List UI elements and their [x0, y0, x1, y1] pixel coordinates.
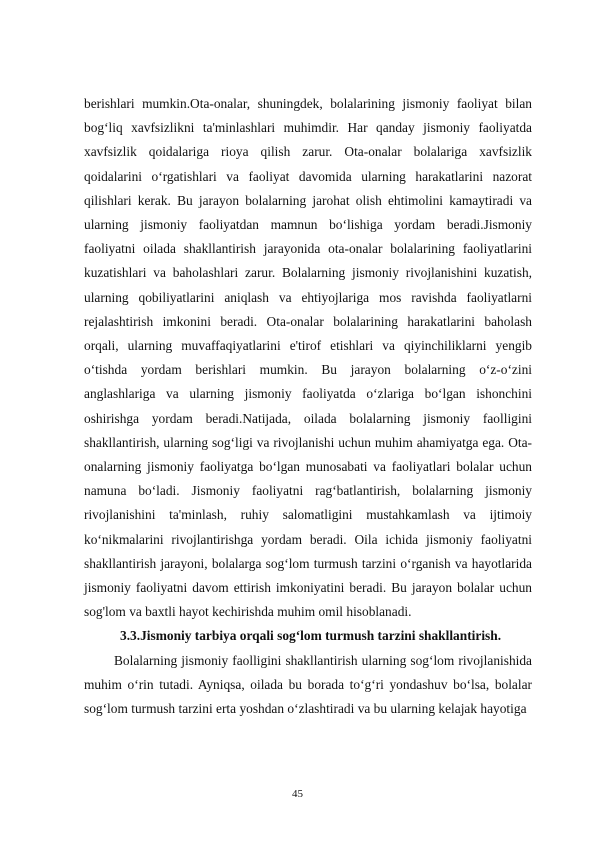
- section-heading: 3.3.Jismoniy tarbiya orqali sog‘lom turmush tarzini shakllantirish.: [120, 628, 502, 644]
- body-paragraph-after-heading: Bolalarning jismoniy faolligini shakllantirish ularning sog‘lom rivojlanishida muhim o‘rin tutadi. Ayniqsa, oilada bu borada to‘g‘ri yondashuv bo‘lsa, bolalar sog‘lom turmush tarzini erta yoshdan o‘zlashtiradi va bu ularning kelajak hayotiga: [84, 652, 532, 717]
- page-number: 45: [292, 788, 303, 800]
- body-paragraph: berishlari mumkin.Ota-onalar, shuningdek, bolalarining jismoniy faoliyat bilan bog‘liq xavfsizlikni ta'minlashlari muhimdir. Har qanday jismoniy faoliyatda xavfsizlik qoidalariga rioya qilish zarur. Ota-onalar bolalariga xavfsizlik qoidalarini o‘rgatishlari va faoliyat davomida ularning harakatlarini nazorat qilishlari kerak. Bu jarayon bolalarning jarohat olish ehtimolini kamaytiradi va ularning jismoniy faoliyatdan mamnun bo‘lishiga yordam beradi.Jismoniy faoliyatni oilada shakllantirish jarayonida ota-onalar bolalarining faoliyatlarini kuzatishlari va baholashlari zarur. Bolalarning jismoniy rivojlanishini kuzatish, ularning qobiliyatlarini aniqlash va ehtiyojlariga mos ravishda faoliyatlarni rejalashtirish imkonini beradi. Ota-onalar bolalarining harakatlarini baholash orqali, ularning muvaffaqiyatlarini e'tirof etishlari va qiyinchiliklarni yengib o‘tishda yordam berishlari mumkin. Bu jarayon bolalarning o‘z-o‘zini anglashlariga va ularning jismoniy faoliyatda o‘zlariga bo‘lgan ishonchini oshirishga yordam beradi.Natijada, oilada bolalarning jismoniy faolligini shakllantirish, ularning sog‘ligi va rivojlanishi uchun muhim ahamiyatga ega. Ota-onalarning jismoniy faoliyatga bo‘lgan munosabati va faoliyatlari bolalar uchun namuna bo‘ladi. Jismoniy faoliyatni rag‘batlantirish, bolalarning jismoniy rivojlanishini ta'minlash, ruhiy salomatligini mustahkamlash va ijtimoiy ko‘nikmalarini rivojlantirishga yordam beradi. Oila ichida jismoniy faoliyatni shakllantirish jarayoni, bolalarga sog‘lom turmush tarzini o‘rganish va hayotlarida jismoniy faoliyatni davom ettirish imkoniyatini beradi. Bu jarayon bolalar uchun sog'lom va baxtli hayot kechirishda muhim omil hisoblanadi.: [84, 96, 532, 620]
- document-body: [84, 92, 532, 721]
